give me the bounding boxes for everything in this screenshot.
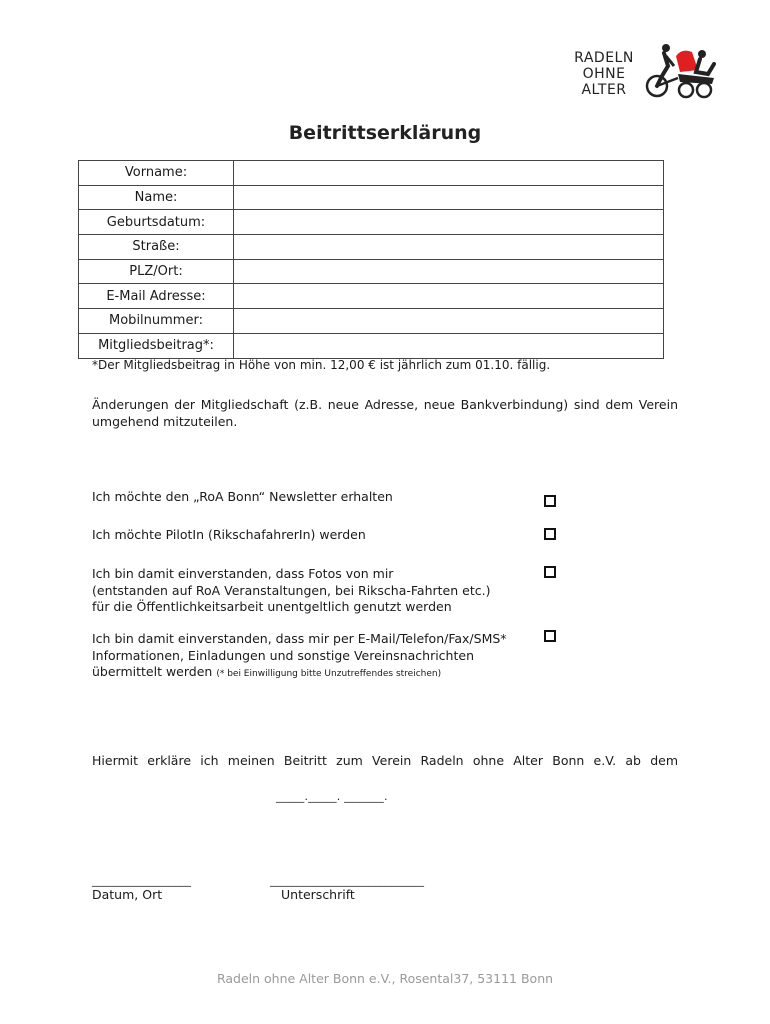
logo-line-3: ALTER xyxy=(581,82,627,98)
page-title: Beitrittserklärung xyxy=(288,122,482,144)
table-row xyxy=(79,161,664,186)
table-row xyxy=(79,259,664,284)
table-row xyxy=(79,235,664,260)
table-row xyxy=(79,333,664,358)
pilot-checkbox[interactable] xyxy=(544,528,556,540)
contact-checkbox[interactable] xyxy=(544,630,556,642)
photos-option-label xyxy=(92,566,490,616)
contact-option-label xyxy=(92,631,507,683)
pilot-option-label: Ich möchte PilotIn (RikschafahrerIn) werden xyxy=(92,527,366,542)
signature-line[interactable]: ____________________________ xyxy=(270,874,424,887)
table-row xyxy=(79,284,664,309)
email-field[interactable] xyxy=(234,284,664,309)
field-label: Vorname: xyxy=(79,161,234,186)
photos-line-2: (entstanden auf RoA Veranstaltungen, bei Rikscha-Fahrten etc.) xyxy=(92,582,491,598)
photos-line-1: Ich bin damit einverstanden, dass Fotos von mir xyxy=(92,566,394,581)
plz-ort-field[interactable] xyxy=(234,259,664,284)
rickshaw-logo-icon xyxy=(642,42,720,102)
name-field[interactable] xyxy=(234,185,664,210)
logo-text xyxy=(568,50,640,98)
photos-checkbox[interactable] xyxy=(544,566,556,578)
photos-line-3: für die Öffentlichkeitsarbeit unentgeltlich genutzt werden xyxy=(92,599,452,614)
fee-note: *Der Mitgliedsbeitrag in Höhe von min. 12,00 € ist jährlich zum 01.10. fällig. xyxy=(92,358,551,372)
strasse-field[interactable] xyxy=(234,235,664,260)
start-date-field[interactable]: _____._____. _______. xyxy=(276,790,388,803)
signature-label: Unterschrift xyxy=(281,887,355,902)
mobilnummer-field[interactable] xyxy=(234,309,664,334)
newsletter-option-label: Ich möchte den „RoA Bonn“ Newsletter erhalten xyxy=(92,489,393,504)
changes-text-line-2: umgehend mitzuteilen. xyxy=(92,414,238,429)
geburtsdatum-field[interactable] xyxy=(234,210,664,235)
field-label: E-Mail Adresse: xyxy=(79,284,234,309)
date-place-line[interactable]: __________________ xyxy=(92,874,191,887)
field-label: Straße: xyxy=(79,235,234,260)
changes-text-line-1: Änderungen der Mitgliedschaft (z.B. neue Adresse, neue Bankverbindung) sind dem Verein xyxy=(92,397,678,412)
join-statement: Hiermit erkläre ich meinen Beitritt zum Verein Radeln ohne Alter Bonn e.V. ab dem xyxy=(92,753,678,768)
field-label: Geburtsdatum: xyxy=(79,210,234,235)
table-row xyxy=(79,309,664,334)
logo-line-2: OHNE xyxy=(582,66,626,82)
logo-line-1: RADELN xyxy=(574,50,634,66)
table-row xyxy=(79,185,664,210)
member-form-table xyxy=(78,160,664,359)
footer-address: Radeln ohne Alter Bonn e.V., Rosental37, 53111 Bonn xyxy=(216,971,554,986)
mitgliedsbeitrag-field[interactable] xyxy=(234,333,664,358)
contact-line-2: Informationen, Einladungen und sonstige Vereinsnachrichten xyxy=(92,647,474,663)
logo xyxy=(568,42,728,102)
field-label: Name: xyxy=(79,185,234,210)
contact-line-3: übermittelt werden xyxy=(92,664,213,679)
field-label: Mitgliedsbeitrag*: xyxy=(79,333,234,358)
field-label: Mobilnummer: xyxy=(79,309,234,334)
contact-line-1: Ich bin damit einverstanden, dass mir per E-Mail/Telefon/Fax/SMS* xyxy=(92,631,507,646)
newsletter-checkbox[interactable] xyxy=(544,495,556,507)
table-row xyxy=(79,210,664,235)
contact-note: (* bei Einwilligung bitte Unzutreffendes streichen) xyxy=(216,669,442,679)
field-label: PLZ/Ort: xyxy=(79,259,234,284)
vorname-field[interactable] xyxy=(234,161,664,186)
date-place-label: Datum, Ort xyxy=(92,887,163,902)
